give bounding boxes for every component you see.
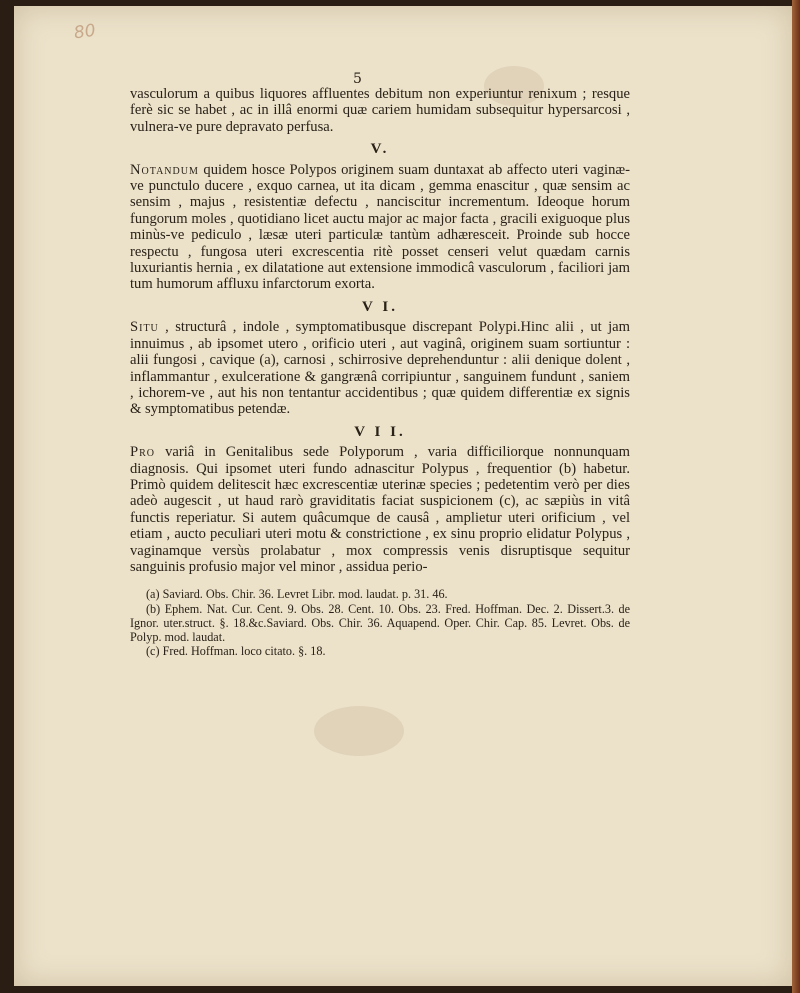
paragraph: Situ , structurâ , indole , symptomatibusque discrepant Polypi.Hinc alii , ut jam innuimus , ab ipsomet utero , orificio uteri , aut vaginâ, originem suam sortiuntur : alii fungosi , cavique (a), carnosi , schirrosive deprehenduntur : alii denique dolent , inflammantur , exulceratione & gangrænâ corripiuntur , sanguinem fundunt , saniem , ichorem-ve , aut his non tentantur accidentibus ; quæ quidem differentiæ ex signis & symptomatibus petendæ. <box>130 319 630 418</box>
footnotes <box>130 587 630 658</box>
paper-stain <box>314 706 404 756</box>
page-number: 5 <box>353 71 362 87</box>
footnote: (b) Ephem. Nat. Cur. Cent. 9. Obs. 28. Cent. 10. Obs. 23. Fred. Hoffman. Dec. 2. Dissert.3. de Ignor. uter.struct. §. 18.&c.Saviard. Obs. Chir. 36. Aquapend. Oper. Chir. Cap. 85. Levret. Obs. de Polyp. mod. laudat. <box>130 601 630 644</box>
lead-word: Situ <box>130 319 159 336</box>
footnote: (a) Saviard. Obs. Chir. 36. Levret Libr. mod. laudat. p. 31. 46. <box>146 587 448 602</box>
footnote: (c) Fred. Hoffman. loco citato. §. 18. <box>146 644 326 659</box>
paragraph: Pro variâ in Genitalibus sede Polyporum , varia difficiliorque nonnunquam diagnosis. Qui ipsomet uteri fundo adnascitur Polypus , frequentior (b) habetur. Primò quidem delitescit hæc excrescentiæ uterinæ species ; pedetentim verò per dies adeò augescit , ut haud rarò graviditatis faciat suspicionem (c), ac sæpiùs in vitâ functis reperiatur. Si autem quâcumque de causâ , amplietur uteri orificium , vel etiam , aucto peculiari uteri motu & constrictione , ex sinu proprio elidatur Polypus , vaginamque versùs prolabatur , mox compressis venis disruptisque sequitur sanguinis profusio major vel minor , assidua perio- <box>130 444 630 575</box>
body-text <box>130 86 630 658</box>
section-heading: V I. <box>362 298 398 315</box>
paragraph: Notandum quidem hosce Polypos originem suam duntaxat ab affecto uteri vaginæ-ve punctulo ducere , exquo carnea, ut ita dicam , gemma enascitur , quæ sensim ac sensim , majus , resistentiæ defectu , nanciscitur incrementum. Ideoque horum fungorum moles , quotidiano licet auctu major ac major facta , gracili exiguoque plus minùs-ve pediculo , læsæ uteri particulæ tantùm adhæresceit. Proinde sub hocce respectu , fungosa uteri excrescentia ritè posset censeri velut quædam carnis luxuriantis hernia , ex dilatatione aut extensione immodicâ vasculorum , faciliori jam tum humorum affluxu infarctorum exorta. <box>130 161 630 293</box>
section-heading: V I I. <box>354 423 406 440</box>
lead-word: Pro <box>130 444 156 461</box>
paragraph: vasculorum a quibus liquores affluentes debitum non experiuntur renixum ; resque ferè sic se habet , ac in illâ enormi quæ cariem humidam subsequitur hypersarcosi , vulnera-ve pure depravato perfusa. <box>130 86 630 135</box>
page-edge <box>792 0 800 993</box>
section-heading: V. <box>370 141 390 158</box>
lead-word: Notandum <box>130 161 199 178</box>
margin-note: 80 <box>72 20 97 44</box>
